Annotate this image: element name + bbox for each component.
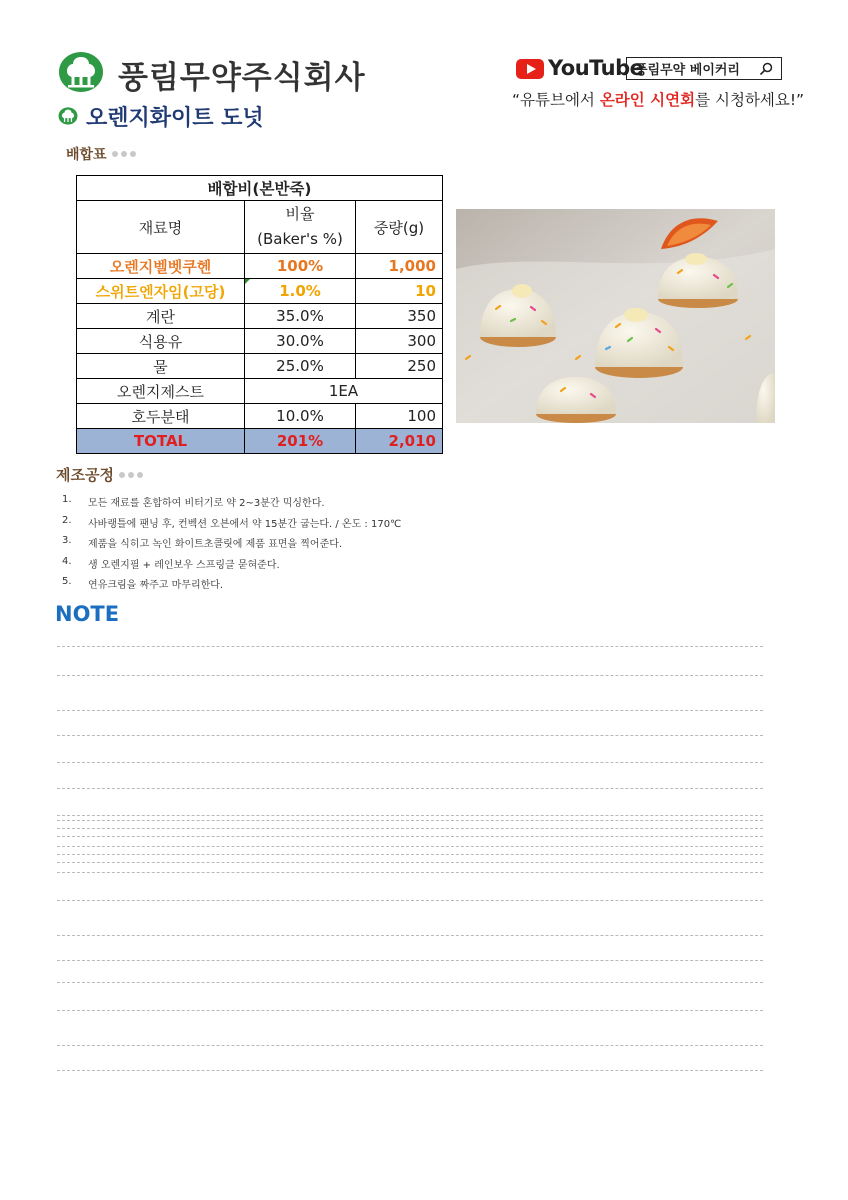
youtube-wordmark[interactable]: YouTube: [548, 56, 644, 80]
table-row: [77, 254, 443, 279]
note-title: NOTE: [55, 602, 120, 626]
process-section-title: 제조공정: [56, 466, 114, 484]
company-logo-icon: [58, 51, 104, 93]
total-name: TOTAL: [77, 429, 245, 454]
product-photo: [456, 209, 775, 423]
row-ratio: 30.0%: [245, 329, 356, 354]
step-number: 4.: [62, 555, 72, 567]
note-line: [57, 675, 763, 676]
row-name: 오렌지벨벳쿠헨: [77, 254, 245, 279]
table-row: [77, 354, 443, 379]
col-header-ratio-line2: (Baker's %): [257, 230, 343, 248]
note-line: [57, 1070, 763, 1071]
row-name: 식용유: [77, 329, 245, 354]
youtube-play-icon[interactable]: [516, 59, 544, 79]
process-steps: [62, 494, 401, 597]
list-item: [62, 494, 401, 515]
note-line: [57, 1045, 763, 1046]
step-text: 사바랭틀에 팬닝 후, 컨벡션 오븐에서 약 15분간 굽는다. / 온도 : 170℃: [88, 518, 402, 530]
row-ratio: 1EA: [245, 379, 443, 404]
search-icon[interactable]: [759, 62, 773, 76]
heading-dots: [112, 151, 136, 157]
note-line: [57, 836, 763, 837]
recipe-section-heading: [66, 144, 136, 164]
step-number: 3.: [62, 535, 72, 547]
note-line: [57, 960, 763, 961]
row-ratio: 10.0%: [245, 404, 356, 429]
note-line: [57, 1010, 763, 1011]
note-line: [57, 762, 763, 763]
row-weight: 1,000: [356, 254, 443, 279]
col-header-name: 재료명: [77, 201, 245, 254]
note-line: [57, 820, 763, 821]
row-name: 호두분태: [77, 404, 245, 429]
note-line: [57, 646, 763, 647]
note-line: [57, 854, 763, 855]
tagline-post: 를 시청하세요!”: [695, 91, 805, 109]
note-line: [57, 872, 763, 873]
note-line: [57, 788, 763, 789]
note-line: [57, 710, 763, 711]
search-text: 풍림무약 베이커리: [635, 63, 740, 78]
row-weight: 100: [356, 404, 443, 429]
step-number: 5.: [62, 576, 72, 588]
table-total-row: [77, 429, 443, 454]
list-item: [62, 556, 401, 577]
row-weight: 300: [356, 329, 443, 354]
note-line: [57, 862, 763, 863]
table-row: [77, 279, 443, 304]
total-weight: 2,010: [356, 429, 443, 454]
step-text: 모든 재료를 혼합하여 비터기로 약 2~3분간 믹싱한다.: [88, 498, 325, 509]
note-line: [57, 935, 763, 936]
step-text: 연유크림을 짜주고 마무리한다.: [88, 580, 224, 592]
step-text: 제품을 식히고 녹인 화이트초콜릿에 제품 표면을 찍어준다.: [88, 539, 343, 551]
step-number: 2.: [62, 514, 72, 526]
page-title: 오렌지화이트 도넛: [86, 106, 264, 131]
note-line: [57, 900, 763, 901]
list-item: [62, 535, 401, 556]
row-name: 물: [77, 354, 245, 379]
list-item: [62, 576, 401, 597]
list-item: [62, 515, 401, 536]
row-weight: 350: [356, 304, 443, 329]
company-logo-small-icon: [58, 107, 78, 125]
col-header-ratio-line1: 비율: [285, 205, 315, 223]
table-row: [77, 329, 443, 354]
step-text: 생 오렌지필 + 레인보우 스프링클 묻혀준다.: [88, 559, 280, 571]
youtube-tagline: [512, 88, 804, 110]
row-name: 스위트엔자임(고당): [77, 279, 245, 304]
recipe-table: [76, 175, 443, 454]
row-name: 오렌지제스트: [77, 379, 245, 404]
process-section-heading: [56, 464, 143, 485]
table-row: [77, 404, 443, 429]
heading-dots: [119, 472, 143, 478]
table-header-row: [77, 201, 443, 254]
col-header-weight: 중량(g): [356, 201, 443, 254]
company-name: 풍림무약주식회사: [118, 60, 366, 96]
table-row: [77, 379, 443, 404]
step-number: 1.: [62, 494, 72, 505]
note-line: [57, 735, 763, 736]
note-line: [57, 828, 763, 829]
row-ratio: 35.0%: [245, 304, 356, 329]
row-ratio: 25.0%: [245, 354, 356, 379]
row-name: 계란: [77, 304, 245, 329]
note-line: [57, 982, 763, 983]
row-weight: 250: [356, 354, 443, 379]
tagline-pre: “유튜브에서: [512, 91, 600, 109]
col-header-ratio: [245, 201, 356, 254]
note-line: [57, 846, 763, 847]
table-row: [77, 304, 443, 329]
row-weight: 10: [356, 279, 443, 304]
youtube-search-box[interactable]: [626, 57, 782, 80]
row-ratio: 1.0%: [245, 279, 356, 304]
row-ratio: 100%: [245, 254, 356, 279]
tagline-emphasis: 온라인 시연회: [599, 91, 696, 109]
total-ratio: 201%: [245, 429, 356, 454]
recipe-section-title: 배합표: [66, 147, 107, 163]
note-line: [57, 815, 763, 816]
table-title-row: [77, 176, 443, 201]
table-title: 배합비(본반죽): [77, 176, 443, 201]
